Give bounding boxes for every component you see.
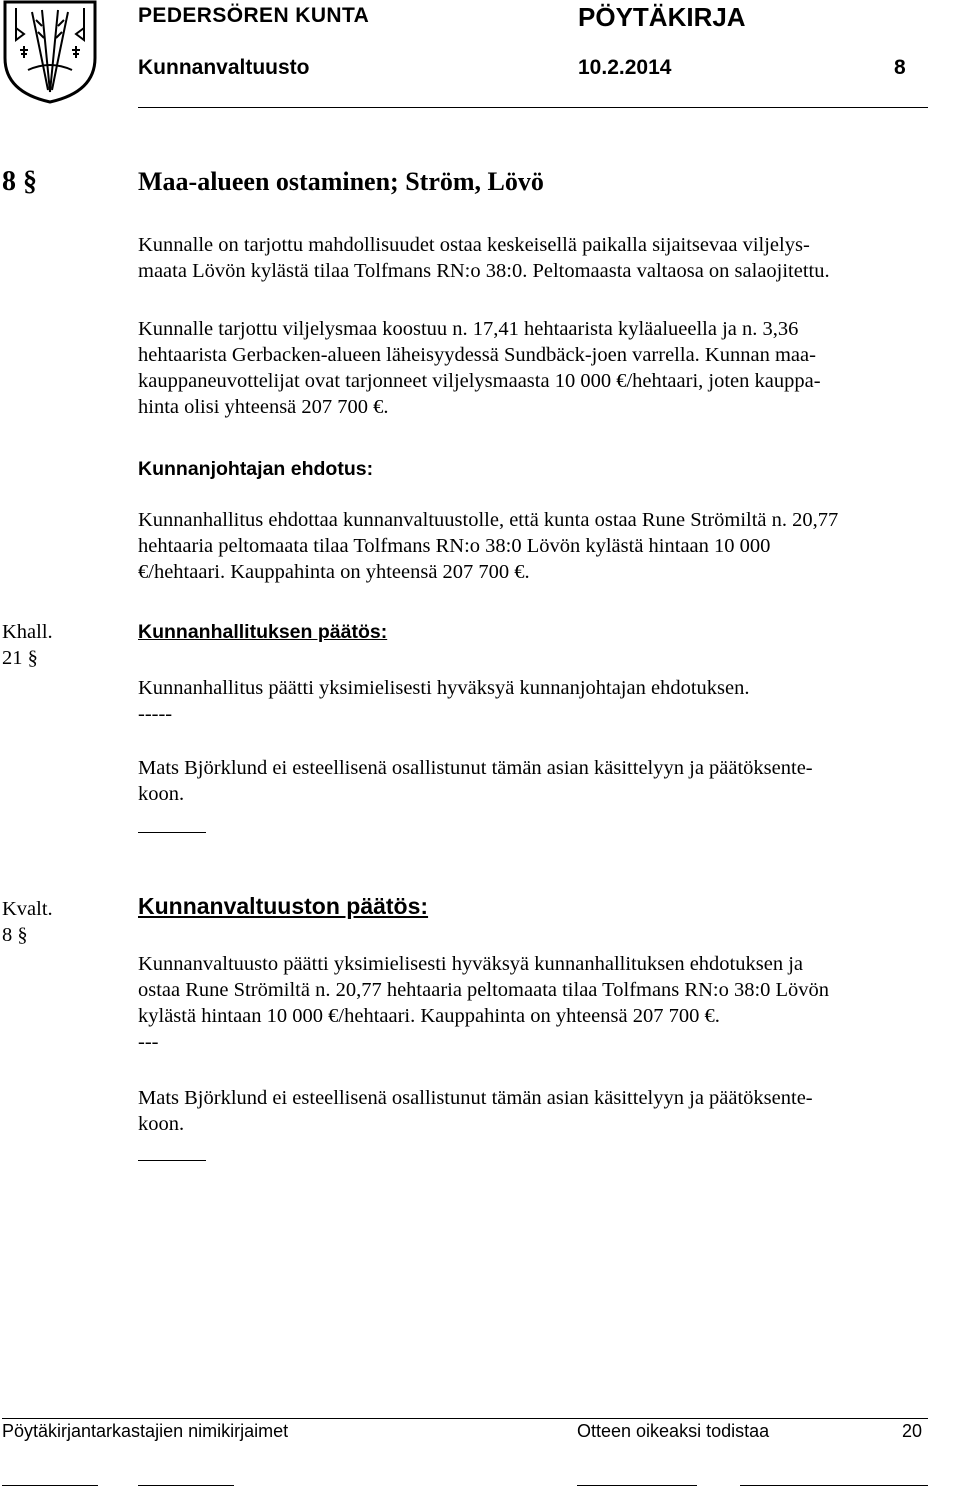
board-decision-heading: Kunnanhallituksen päätös: — [138, 621, 388, 643]
text-line: Kunnanhallitus ehdottaa kunnanvaltuustolle, että kunta ostaa Rune Strömiltä n. 20,77 — [138, 509, 839, 531]
municipality-name: PEDERSÖREN KUNTA — [138, 4, 370, 27]
council-decision-paragraph — [138, 951, 928, 1055]
council-decision-heading: Kunnanvaltuuston päätös: — [138, 893, 429, 919]
text-line: Mats Björklund ei esteellisenä osallistunut tämän asian käsittelyyn ja päätöksente- — [138, 1087, 813, 1109]
page-number: 8 — [894, 56, 906, 79]
end-rule — [138, 1160, 206, 1161]
section-number: 8 § — [2, 166, 37, 197]
text-line: Kunnalle tarjottu viljelysmaa koostuu n. 17,41 hehtaarista kyläalueella ja n. 3,36 — [138, 318, 799, 340]
footer-certification-label: Otteen oikeaksi todistaa — [577, 1421, 770, 1441]
coat-of-arms-icon — [2, 0, 98, 104]
governing-body: Kunnanvaltuusto — [138, 56, 310, 79]
header-divider — [138, 107, 928, 108]
proposal-paragraph — [138, 507, 928, 585]
council-note-paragraph — [138, 1085, 928, 1137]
text-line: koon. — [138, 1113, 185, 1135]
text-line: €/hehtaari. Kauppahinta on yhteensä 207 700 €. — [138, 561, 530, 583]
council-reference — [2, 896, 53, 948]
signature-line — [577, 1485, 697, 1486]
footer-divider — [2, 1418, 928, 1419]
text-line: hehtaaria peltomaata tilaa Tolfmans RN:o 38:0 Lövön kylästä hintaan 10 000 — [138, 535, 771, 557]
end-rule — [138, 832, 206, 833]
council-ref-number: 8 § — [2, 924, 28, 946]
intro-paragraph — [138, 232, 928, 284]
text-line: Kunnanvaltuusto päätti yksimielisesti hyväksyä kunnanhallituksen ehdotuksen ja — [138, 953, 803, 975]
section-title: Maa-alueen ostaminen; Ström, Lövö — [138, 167, 544, 196]
text-line: hinta olisi yhteensä 207 700 €. — [138, 396, 389, 418]
meeting-date: 10.2.2014 — [578, 56, 672, 79]
document-type: PÖYTÄKIRJA — [578, 2, 746, 32]
text-line: Kunnalle on tarjottu mahdollisuudet ostaa keskeisellä paikalla sijaitsevaa viljelys- — [138, 234, 810, 256]
signature-line — [740, 1485, 928, 1486]
footer-page-number: 20 — [902, 1421, 923, 1441]
text-line: maata Lövön kylästä tilaa Tolfmans RN:o 38:0. Peltomaasta valtaosa on salaojitettu. — [138, 260, 830, 282]
proposal-heading: Kunnanjohtajan ehdotus: — [138, 458, 374, 480]
board-ref-number: 21 § — [2, 647, 38, 669]
text-line: Mats Björklund ei esteellisenä osallistunut tämän asian käsittelyyn ja päätöksente- — [138, 757, 813, 779]
signature-line — [2, 1485, 98, 1486]
text-line: Kunnanhallitus päätti yksimielisesti hyväksyä kunnanjohtajan ehdotuksen. — [138, 677, 750, 699]
footer-initials-label: Pöytäkirjantarkastajien nimikirjaimet — [2, 1421, 289, 1441]
text-line: hehtaarista Gerbacken-alueen läheisyydessä Sundbäck-joen varrella. Kunnan maa- — [138, 344, 816, 366]
text-line: kauppaneuvottelijat ovat tarjonneet viljelysmaasta 10 000 €/hehtaari, joten kauppa- — [138, 370, 821, 392]
separator-dashes: --- — [138, 1031, 159, 1053]
text-line: kylästä hintaan 10 000 €/hehtaari. Kauppahinta on yhteensä 207 700 €. — [138, 1005, 720, 1027]
separator-dashes: ----- — [138, 703, 173, 725]
council-ref-label: Kvalt. — [2, 898, 53, 920]
signature-line — [138, 1485, 234, 1486]
board-decision-paragraph — [138, 675, 928, 727]
board-note-paragraph — [138, 755, 928, 807]
details-paragraph — [138, 316, 928, 420]
text-line: koon. — [138, 783, 185, 805]
board-ref-label: Khall. — [2, 621, 53, 643]
text-line: ostaa Rune Strömiltä n. 20,77 hehtaaria peltomaata tilaa Tolfmans RN:o 38:0 Lövön — [138, 979, 830, 1001]
board-reference — [2, 619, 53, 671]
